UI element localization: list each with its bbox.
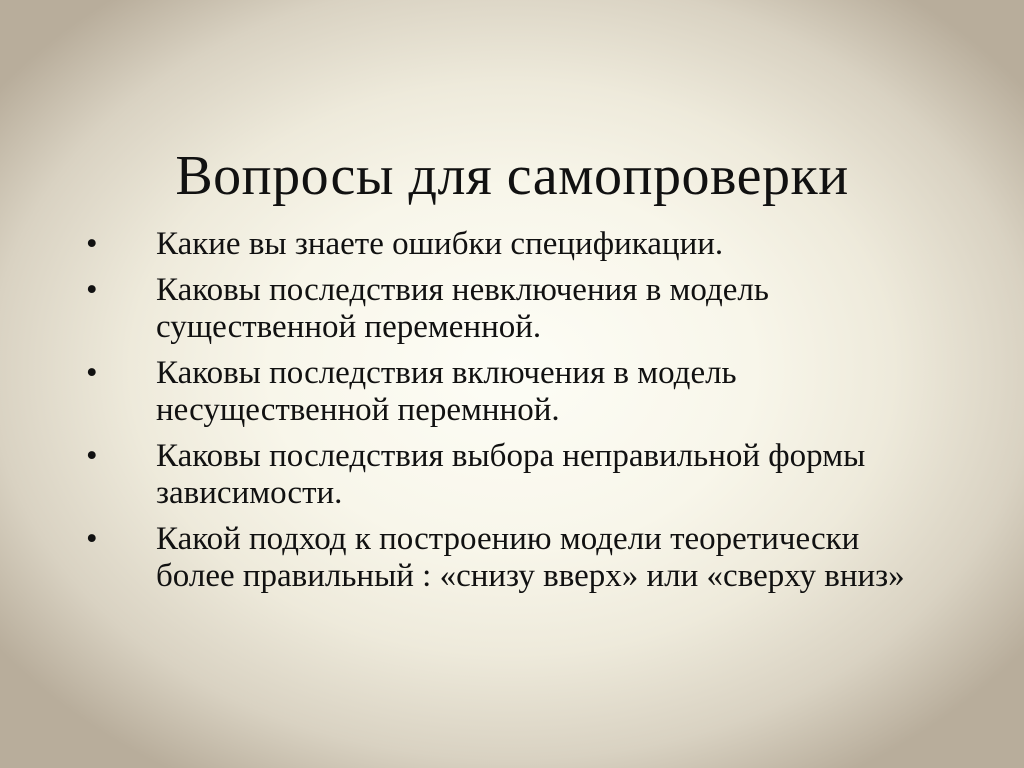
bullet-icon: • bbox=[86, 438, 98, 474]
bullet-icon: • bbox=[86, 272, 98, 308]
bullet-icon: • bbox=[86, 521, 98, 557]
bullet-item bbox=[86, 226, 946, 263]
bullet-text: Какие вы знаете ошибки спецификации. bbox=[156, 226, 724, 262]
bullet-item bbox=[86, 355, 946, 429]
slide-title: Вопросы для самопроверки bbox=[175, 144, 849, 207]
bullet-icon: • bbox=[86, 226, 98, 262]
bullet-item bbox=[86, 272, 946, 346]
bullet-item bbox=[86, 438, 946, 512]
bullet-item bbox=[86, 521, 946, 595]
bullet-text: Каковы последствия невключения в модель существенной переменной. bbox=[156, 272, 769, 345]
bullet-icon: • bbox=[86, 355, 98, 391]
bullet-text: Каковы последствия включения в модель несущественной перемнной. bbox=[156, 355, 737, 428]
bullet-text: Какой подход к построению модели теоретически более правильный : «снизу вверх» или «сверху вниз» bbox=[156, 521, 905, 594]
bullet-text: Каковы последствия выбора неправильной формы зависимости. bbox=[156, 438, 866, 511]
bullet-list bbox=[86, 226, 946, 604]
